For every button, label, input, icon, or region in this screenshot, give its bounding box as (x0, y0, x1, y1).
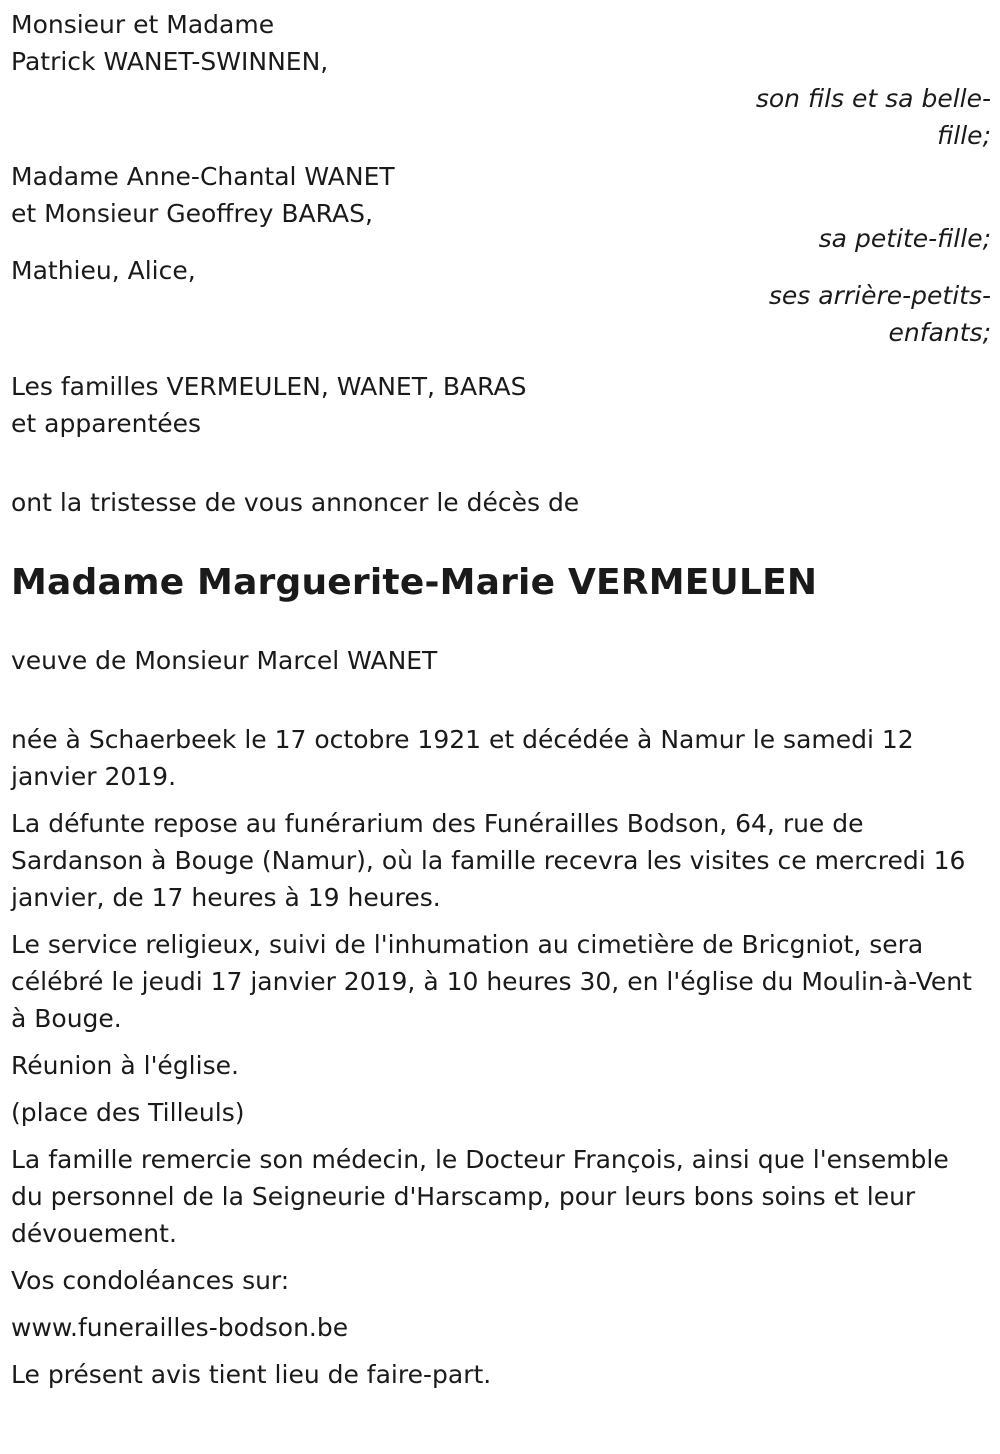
condolences-label: Vos condoléances sur: (11, 1266, 290, 1295)
meeting-paragraph: Réunion à l'église. (11, 1051, 239, 1080)
family-line: Mathieu, Alice, (11, 256, 196, 285)
family-line: et apparentées (11, 409, 202, 438)
obituary-notice (11, 6, 991, 1393)
family-group-granddaughter (11, 158, 991, 257)
thanks-paragraph: La famille remercie son médecin, le Docteur François, ainsi que l'ensemble du personnel de la Seigneurie d'Harscamp, pour leurs bons soins et leur dévouement. (11, 1145, 949, 1248)
relation-label: sa petite-fille; (818, 224, 991, 253)
family-group-great-grandchildren (11, 252, 991, 351)
family-line: Monsieur et Madame (11, 10, 275, 39)
family-group-relatives (11, 368, 991, 442)
visitation-paragraph: La défunte repose au funérarium des Funérailles Bodson, 64, rue de Sardanson à Bouge (Namur), où la famille recevra les visites ce mercredi 16 janvier, de 17 heures à 19 heures. (11, 809, 966, 912)
service-paragraph: Le service religieux, suivi de l'inhumation au cimetière de Bricgniot, sera célébré le jeudi 17 janvier 2019, à 10 heures 30, en l'église du Moulin-à-Vent à Bouge. (11, 930, 972, 1033)
family-line: Les familles VERMEULEN, WANET, BARAS (11, 372, 527, 401)
family-group-son (11, 6, 991, 154)
deceased-name: Madame Marguerite-Marie VERMEULEN (11, 562, 818, 603)
notice-paragraph: Le présent avis tient lieu de faire-part. (11, 1360, 492, 1389)
place-paragraph: (place des Tilleuls) (11, 1098, 245, 1127)
relation-label: ses arrière-petits-enfants; (768, 281, 991, 347)
family-line: Patrick WANET-SWINNEN, (11, 47, 329, 76)
family-line: et Monsieur Geoffrey BARAS, (11, 199, 373, 228)
relation-label: son fils et sa belle-fille; (755, 84, 991, 150)
announcement-text: ont la tristesse de vous annoncer le décès de (11, 488, 580, 517)
birth-death-paragraph: née à Schaerbeek le 17 octobre 1921 et décédée à Namur le samedi 12 janvier 2019. (11, 725, 914, 791)
website-link[interactable]: www.funerailles-bodson.be (11, 1313, 349, 1342)
family-line: Madame Anne-Chantal WANET (11, 162, 395, 191)
widow-of-text: veuve de Monsieur Marcel WANET (11, 646, 438, 675)
